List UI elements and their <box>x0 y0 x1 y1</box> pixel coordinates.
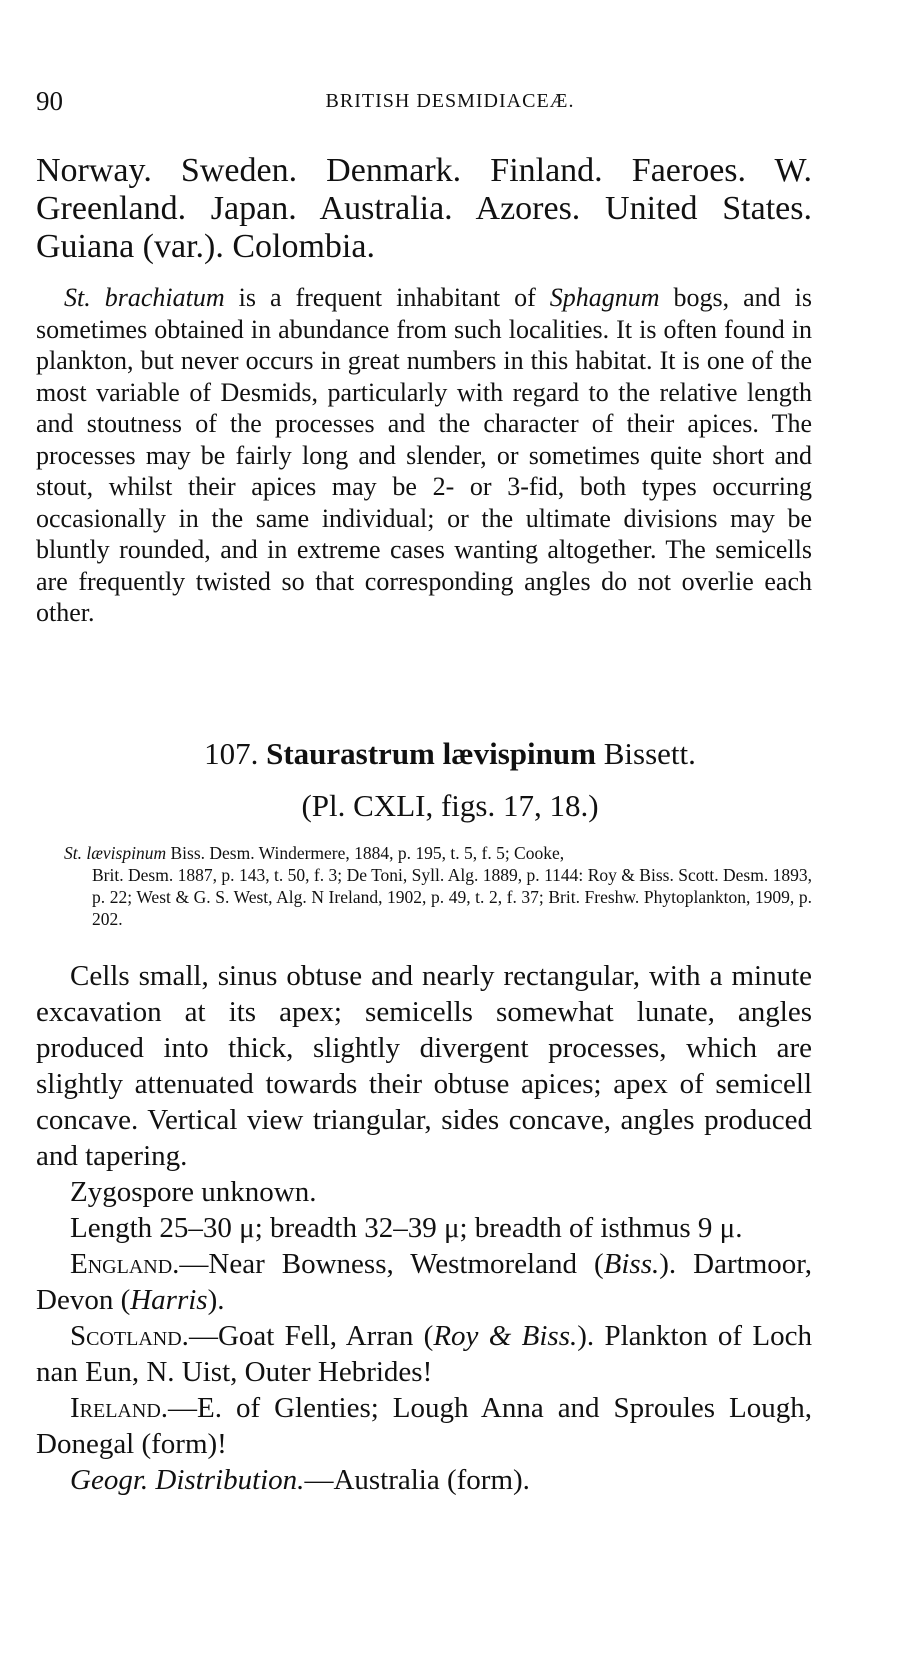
england-records <box>36 1246 812 1318</box>
synonymy-line1-text: Biss. Desm. Windermere, 1884, p. 195, t. 5, f. 5; Cooke, <box>166 843 565 863</box>
synonymy-block <box>36 842 812 930</box>
species-author: Bissett. <box>603 736 696 771</box>
page-header <box>36 86 864 116</box>
synonymy-first-line <box>36 842 812 864</box>
zygospore-line: Zygospore unknown. <box>70 1176 317 1208</box>
running-title: BRITISH DESMIDIACEÆ. <box>325 90 575 112</box>
species-description-block <box>36 958 812 1498</box>
previous-species-distribution: Norway. Sweden. Denmark. Finland. Faeroes. W. Greenland. Japan. Australia. Azores. United States. Guiana (var.). Colombia. <box>36 152 812 265</box>
ireland-text: —E. of Glenties; Lough Anna and Sproules Lough, Donegal (form)! <box>36 1392 812 1460</box>
scotland-text-1: —Goat Fell, Arran ( <box>188 1320 434 1352</box>
page-number: 90 <box>36 86 63 116</box>
england-text-2: ). Dartmoor, Devon ( <box>36 1248 812 1316</box>
england-text-3: ). <box>207 1284 225 1316</box>
species-heading <box>0 734 900 774</box>
geographic-label: Geogr. Distribution. <box>70 1464 305 1496</box>
note-text-part2: bogs, and is sometimes obtained in abundance from such localities. It is often found in plankton, but never occurs in great numbers in this habitat. It is one of the most variable of Desmids, particularly with regard to the relative length and stoutness of the processes and the character of their apices. The processes may be fairly long and slender, or sometimes quite short and stout, whilst their apices may be 2- or 3-fid, both types occurring occasionally in the same individual; or the ultimate divisions may be bluntly rounded, and in extreme cases wanting altogether. The semicells are frequently twisted so that corresponding angles do not overlie each other. <box>36 283 813 627</box>
previous-species-note <box>36 282 812 629</box>
measurements-line: Length 25–30 μ; breadth 32–39 μ; breadth of isthmus 9 μ. <box>70 1212 743 1244</box>
plate-reference: (Pl. CXLI, figs. 17, 18.) <box>301 788 599 823</box>
genus-name-italic: Sphagnum <box>549 283 660 312</box>
species-number: 107. <box>204 736 259 771</box>
description-paragraph: Cells small, sinus obtuse and nearly rectangular, with a minute excavation at its apex; semicells somewhat lunate, angles produced into thick, slightly divergent processes, which are slightly attenuated towards their obtuse apices; apex of semicell concave. Vertical view triangular, sides concave, angles produced and tapering. <box>36 960 812 1172</box>
scotland-label: Scotland. <box>70 1320 189 1352</box>
synonym-italic: St. lævispinum <box>64 843 167 863</box>
note-text-part1: is a frequent inhabitant of <box>224 283 550 312</box>
synonymy-continuation: Brit. Desm. 1887, p. 143, t. 50, f. 3; De Toni, Syll. Alg. 1889, p. 1144: Roy & Biss. Scott. Desm. 1893, p. 22; West & G. S. West, Alg. N Ireland, 1902, p. 49, t. 2, f. 37; Brit. Freshw. Phytoplankton, 1909, p. 202. <box>92 865 812 929</box>
species-name: Staurastrum lævispinum <box>266 736 596 771</box>
england-citation-1: Biss. <box>603 1248 660 1280</box>
scotland-records <box>36 1318 812 1390</box>
species-name-italic: St. brachiatum <box>64 283 225 312</box>
ireland-records <box>36 1390 812 1462</box>
england-label: England. <box>70 1248 180 1280</box>
scotland-citation-1: Roy & Biss. <box>433 1320 578 1352</box>
scotland-text-2: ). Plankton of Loch nan Eun, N. Uist, Outer Hebrides! <box>36 1320 812 1388</box>
geographic-distribution <box>36 1462 812 1498</box>
ireland-label: Ireland. <box>70 1392 169 1424</box>
geographic-text: —Australia (form). <box>304 1464 530 1496</box>
england-text-1: —Near Bowness, Westmoreland ( <box>179 1248 604 1280</box>
england-citation-2: Harris <box>130 1284 208 1316</box>
